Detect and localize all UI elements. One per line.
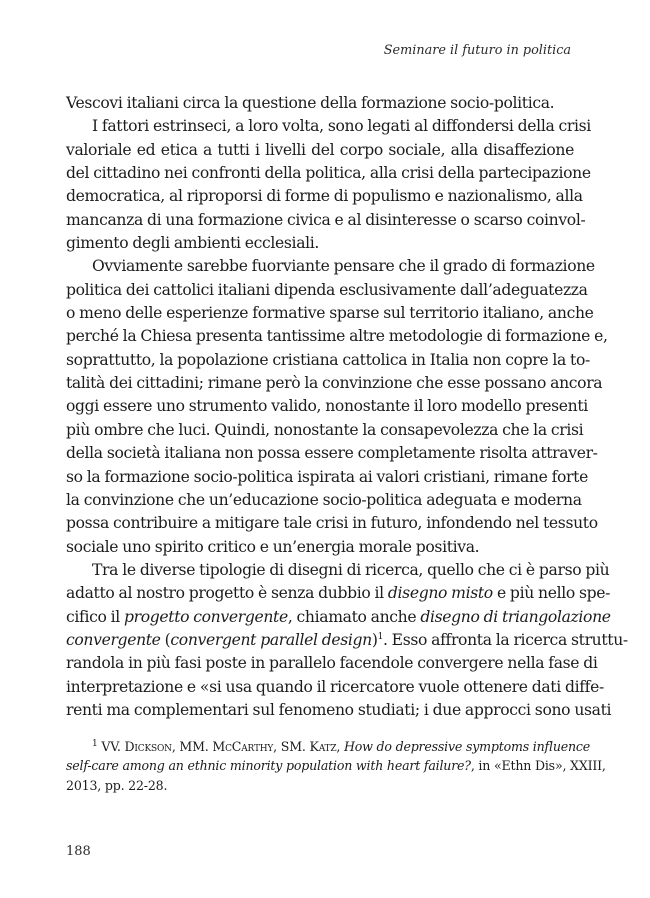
footnotes bbox=[66, 737, 606, 795]
italic-term: progetto convergente bbox=[124, 607, 288, 626]
paragraph-2-line: la convinzione che un’educazione socio-politica adeguata e moderna bbox=[66, 490, 582, 509]
italic-term: convergent parallel design bbox=[170, 630, 372, 649]
paragraph-3-line: renti ma complementari sul fenomeno studiati; i due approcci sono usati bbox=[66, 700, 612, 719]
footnote-text: , bbox=[336, 739, 344, 754]
footnote-author: Katz bbox=[309, 739, 337, 754]
footnote-text: , SM. bbox=[273, 739, 310, 754]
text-run: ) bbox=[371, 630, 378, 649]
paragraph-1-line: democratica, al riproporsi di forme di populismo e nazionalismo, alla bbox=[66, 187, 583, 206]
paragraph-1-line: mancanza di una formazione civica e al disinteresse o scarso coinvol- bbox=[66, 210, 586, 229]
text-run: ( bbox=[160, 630, 171, 649]
text-run: e più nello spe- bbox=[492, 584, 611, 603]
paragraph-2-line: so la formazione socio-politica ispirata ai valori cristiani, rimane forte bbox=[66, 467, 588, 486]
italic-term: disegno misto bbox=[387, 584, 493, 603]
text-run: adatto al nostro progetto è senza dubbio il bbox=[66, 584, 388, 603]
paragraph-2-line: politica dei cattolici italiani dipenda esclusivamente dall’adeguatezza bbox=[66, 280, 588, 299]
paragraph-1-line: I fattori estrinseci, a loro volta, sono legati al diffondersi della crisi bbox=[92, 117, 591, 136]
paragraph-2-line: soprattutto, la popolazione cristiana cattolica in Italia non copre la to- bbox=[66, 350, 590, 369]
paragraph-1-line: valoriale ed etica a tutti i livelli del corpo sociale, alla disaffezione bbox=[66, 140, 574, 159]
italic-term: disegno di triangolazione bbox=[420, 607, 611, 626]
paragraph-3-line bbox=[66, 582, 611, 605]
paragraph-2-line: perché la Chiesa presenta tantissime altre metodologie di formazione e, bbox=[66, 327, 608, 346]
text-run: cifico il bbox=[66, 607, 124, 626]
footnote-reference[interactable]: 1 bbox=[377, 631, 383, 642]
footnote-text: , MM. bbox=[171, 739, 213, 754]
paragraph-3-line: Tra le diverse tipologie di disegni di ricerca, quello che ci è parso più bbox=[92, 560, 610, 579]
paragraph-2-line: possa contribuire a mitigare tale crisi in futuro, infondendo nel tessuto bbox=[66, 514, 598, 533]
text-run: . Esso affronta la ricerca struttu- bbox=[382, 630, 628, 649]
footnote-line: 2013, pp. 22-28. bbox=[66, 777, 168, 793]
footnote-line bbox=[66, 756, 606, 775]
italic-term: convergente bbox=[66, 630, 161, 649]
page-number: 188 bbox=[66, 844, 91, 859]
paragraph-2-line: più ombre che luci. Quindi, nonostante la consapevolezza che la crisi bbox=[66, 420, 584, 439]
paragraph-2-line: Ovviamente sarebbe fuorviante pensare che il grado di formazione bbox=[92, 257, 595, 276]
footnote-title: self-care among an ethnic minority population with heart failure? bbox=[66, 758, 471, 774]
running-head: Seminare il futuro in politica bbox=[383, 43, 571, 58]
body-text bbox=[66, 92, 628, 722]
paragraph-2-line: o meno delle esperienze formative sparse sul territorio italiano, anche bbox=[66, 304, 594, 323]
paragraph-3-line: interpretazione e «si usa quando il ricercatore vuole ottenere dati diffe- bbox=[66, 677, 604, 696]
footnote-line bbox=[66, 737, 590, 756]
footnote-text: , in «Ethn Dis», XXIII, bbox=[470, 758, 606, 774]
paragraph-3-line bbox=[66, 606, 611, 629]
text-run: , chiamato anche bbox=[287, 607, 421, 626]
footnote-text: VV. bbox=[97, 739, 125, 754]
paragraph-2-line: della società italiana non possa essere completamente risolta attraver- bbox=[66, 444, 598, 463]
footnote-title: How do depressive symptoms influence bbox=[343, 739, 590, 754]
paragraph-2-line: sociale uno spirito critico e un’energia morale positiva. bbox=[66, 537, 480, 556]
paragraph-1-line: del cittadino nei confronti della politica, alla crisi della partecipazione bbox=[66, 164, 591, 183]
paragraph-2-line: oggi essere uno strumento valido, nonostante il loro modello presenti bbox=[66, 397, 588, 416]
paragraph-2-line: talità dei cittadini; rimane però la convinzione che esse possano ancora bbox=[66, 374, 603, 393]
paragraph-3-line: randola in più fasi poste in parallelo facendole convergere nella fase di bbox=[66, 654, 598, 673]
footnote-author: McCarthy bbox=[212, 739, 274, 754]
paragraph-1-line: gimento degli ambienti ecclesiali. bbox=[66, 234, 320, 253]
paragraph-3-line bbox=[66, 629, 628, 652]
paragraph-0-line: Vescovi italiani circa la questione della formazione socio-politica. bbox=[66, 94, 555, 112]
footnote-marker: 1 bbox=[92, 738, 98, 749]
footnote-author: Dickson bbox=[124, 739, 172, 754]
